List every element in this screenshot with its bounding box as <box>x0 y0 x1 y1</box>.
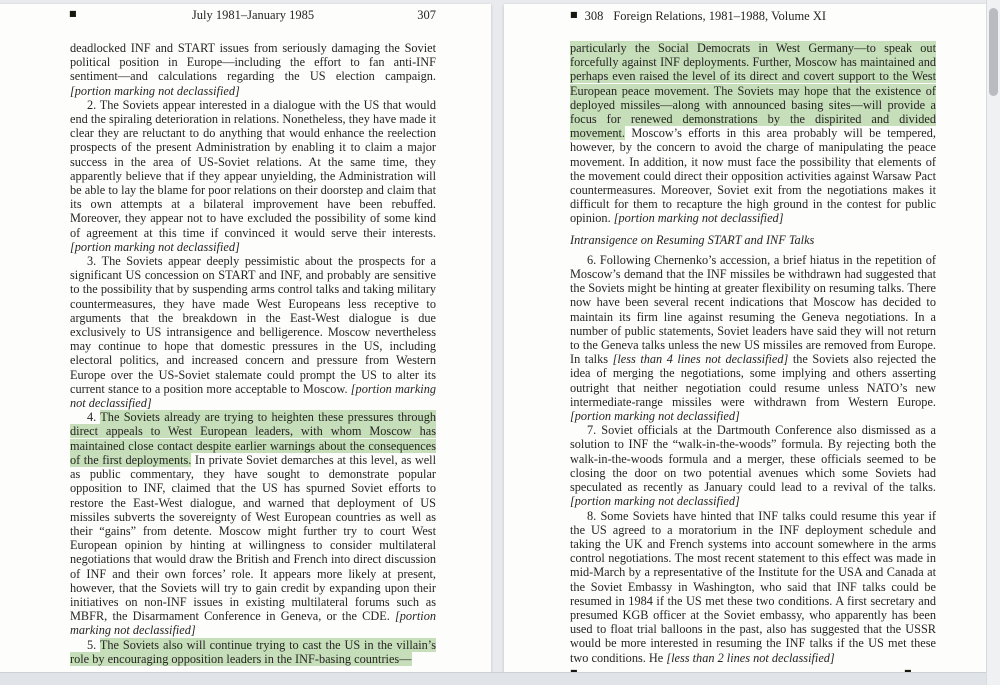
text-run: 3. The Soviets appear deeply pessimistic about the prospects for a significant US concession on START and INF, and probably are sensitive to the possibility that by suspending arms control talks and taking military countermeasures, they have made West Europeans less receptive to arguments that the breakdown in the East-West dialogue is due exclusively to US intransigence and belligerence. Moscow nevertheless may continue to hope that domestic pressures in the US, including electoral politics, and increased concern and pressure from Western Europe over the US-Soviet stalemate could prompt the US to alter its current stance to a position more acceptable to Moscow. <box>70 254 436 396</box>
vertical-scrollbar-thumb[interactable] <box>989 8 998 96</box>
paragraph <box>570 423 936 508</box>
page-number: 307 <box>417 8 436 22</box>
note-marker-icon: ■ <box>570 10 578 19</box>
paragraph <box>70 98 436 254</box>
paragraph <box>70 254 436 410</box>
page-left <box>0 4 491 685</box>
text-run: 2. The Soviets appear interested in a dialogue with the US that would end the spiraling deterioration in relations. Nonetheless, they have made it clear they are reluctant to do anything that would enhance the reelection prospects of the present Administration by enabling it to claim a major success in the area of US-Soviet relations. At the same time, they apparently believe that if they appear unyielding, the Administration will be able to lay the blame for poor relations on their doorstep and claim that its own attempts at a bilateral improvement have been rebuffed. Moreover, they appear not to have excluded the possibility of some kind of agreement at this time if convinced it would serve their interests. <box>70 97 436 240</box>
text-run: [portion marking not declassified] <box>570 494 740 509</box>
page-left-body-text <box>70 41 436 666</box>
page-right-body-text <box>570 41 936 665</box>
vertical-scrollbar[interactable] <box>986 0 1000 685</box>
text-run: 8. Some Soviets have hinted that INF talks could resume this year if the US agreed to a moratorium in the INF deployment schedule and taking the UK and French systems into account somewhere in the arms control negotiations. The most recent statement to this effect was made in mid-March by a representative of the Institute for the USA and Canada at the Soviet Embassy in Washington, who said that INF talks could be resumed in 1984 if the US met these two conditions. A first secretary and presumed KGB officer at the Soviet embassy, who apparently has been used to float trial balloons in the past, also has suggested that the USSR would be more interested in resuming the INF talks if the US met these two conditions. He <box>570 508 936 665</box>
text-run: [portion marking not declassified] <box>570 409 740 424</box>
paragraph <box>70 41 436 98</box>
text-run: deadlocked INF and START issues from seriously damaging the Soviet political position in Europe—including the effort to fan anti-INF sentiment—and calculations regarding the US election campaign. <box>70 41 436 84</box>
text-run: the Soviets also rejected the idea of merging the negotiations, some implying and others asserting outright that neither negotiation could resume unless NATO’s new intermediate-range missiles were withdrawn from Western Europe. <box>570 352 936 409</box>
text-run: [portion marking not declassified] <box>613 211 784 226</box>
text-run: [less than 4 lines not declassified] <box>612 352 789 367</box>
text-run: [less than 2 lines not declassified] <box>666 650 835 665</box>
paragraph <box>70 410 436 637</box>
horizontal-scrollbar[interactable] <box>0 672 986 685</box>
page-left-running-head <box>70 8 436 24</box>
highlighted-text: particularly the Social Democrats in West Germany—to speak out forcefully against INF deployments. Further, Moscow has maintained and perhaps even raised the level of its direct and covert support to the West European peace movement. The Soviets may hope that the existence of deployed missiles—along with announced basing sites—will provide a focus for renewed demonstrations by the dispirited and divided movement. <box>570 41 936 141</box>
text-run: [portion marking not declassified] <box>70 83 240 98</box>
page-right-running-head <box>570 8 936 24</box>
paragraph <box>70 638 436 666</box>
page-right <box>504 4 986 685</box>
text-run: Moscow’s efforts in this area probably will be tempered, however, by the concern to avoid the charge of manipulating the peace movement. In addition, it now must face the possibility that elements of the movement could direct their opposition activities against Warsaw Pact countermeasures. Moreover, Soviet exit from the negotiations makes it difficult for them to recapture the high ground in the contest for public opinion. <box>570 126 936 226</box>
highlighted-text: The Soviets already are trying to heighten these pressures through direct appeals to West European leaders, with whom Moscow has maintained close contact despite earlier warnings about the consequences of the first deployments. <box>70 410 436 467</box>
highlighted-text: The Soviets also will continue trying to cast the US in the villain’s role by encouraging opposition leaders in the INF-basing countries— <box>70 637 437 666</box>
running-head-title: July 1981–January 1985 <box>191 8 315 22</box>
paragraph <box>570 41 936 226</box>
note-marker-icon: ■ <box>69 9 77 18</box>
text-run: 5. <box>87 637 100 652</box>
paragraph <box>570 509 936 665</box>
section-heading <box>570 233 936 247</box>
text-run: In private Soviet demarches at this level, as well as public commentary, they have sought to demonstrate popular opposition to INF, claimed that the US has spurned Soviet efforts to restore the East-West dialogue, and warned that deployment of US missiles subverts the sovereignty of West European countries as well as their “gains” from detente. Moscow might further try to court West European opinion by hinting at willingness to consider multilateral negotiations that would draw the British and French into direct discussion of INF and their own forces’ role. It appears more likely at present, however, that the Soviets will try to gain credit by expanding upon their initiatives on non-INF issues in existing multilateral forums such as MBFR, the Disarmament Conference in Geneva, or the CDE. <box>70 452 436 624</box>
text-run: 6. Following Chernenko’s accession, a brief hiatus in the repetition of Moscow’s demand that the INF missiles be withdrawn had suggested that the Soviets might be hinting at greater flexibility on resuming talks. There now have been several recent indications that Moscow has decided to maintain its firm line against resuming the Geneva negotiations. In a number of public statements, Soviet leaders have said they will not return to the Geneva talks unless the new US missiles are removed from Europe. In talks <box>570 252 936 367</box>
text-run: [portion marking not declassified] <box>70 381 436 411</box>
text-run: 7. Soviet officials at the Dartmouth Conference also dismissed as a solution to INF the “walk-in-the-woods” formula. By rejecting both the walk-in-the-woods formula and a merger, these officials seemed to be closing the door on two potential avenues which some Soviets had speculated as recently as January could lead to a revival of the talks. <box>570 423 936 495</box>
running-head-title: Foreign Relations, 1981–1988, Volume XI <box>613 8 827 23</box>
text-run: 4. <box>87 410 101 425</box>
page-right-textblock <box>504 4 986 685</box>
text-run: Intransigence on Resuming START and INF Talks <box>570 232 815 247</box>
page-number: 308 <box>584 8 604 23</box>
paragraph <box>570 253 936 423</box>
page-left-textblock <box>0 4 491 685</box>
text-run: [portion marking not declassified] <box>70 239 240 254</box>
text-run: [portion marking not declassified] <box>70 609 436 638</box>
